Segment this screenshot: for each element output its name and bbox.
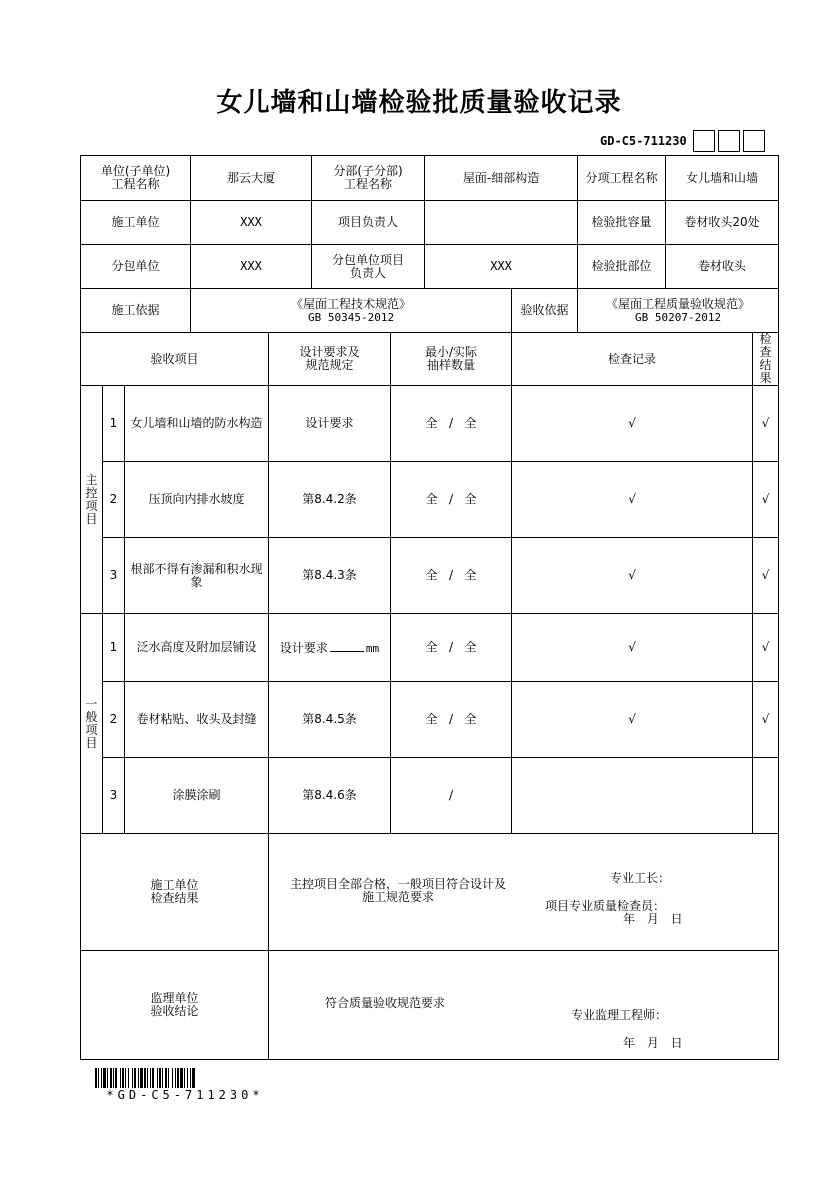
supervisor-check-body <box>269 951 778 1059</box>
general-row-1-design[interactable] <box>269 614 391 682</box>
sample-slash: / <box>449 640 454 654</box>
general-group-label <box>81 614 103 834</box>
col-header-result-text: 检查 结果 <box>759 332 772 385</box>
contractor-check-body <box>269 834 778 950</box>
main-row-2-record[interactable]: √ <box>512 462 753 538</box>
division-name-label <box>312 156 425 201</box>
inspection-form <box>80 155 779 1060</box>
general-row-2-result[interactable]: √ <box>753 682 779 758</box>
general-row-2-no: 2 <box>103 682 125 758</box>
main-row-1-sample[interactable] <box>391 386 512 462</box>
contractor-check-conclusion: 主控项目全部合格，一般项目符合设计及 施工规范要求 <box>290 877 507 904</box>
supervisor-check-label <box>81 951 269 1060</box>
general-row-1-item: 泛水高度及附加层铺设 <box>125 614 269 682</box>
page-title: 女儿墙和山墙检验批质量验收记录 <box>216 88 622 118</box>
general-row-1-sample[interactable] <box>391 614 512 682</box>
sample-actual: 全 <box>464 712 477 726</box>
supervisor-conclusion: 符合质量验收规范要求 <box>325 996 446 1010</box>
supervising-engineer-label: 专业监理工程师： <box>571 1008 668 1022</box>
division-name-label-text: 分部(子分部) 工程名称 <box>333 164 403 191</box>
unit-name-label <box>81 156 191 201</box>
sample-min: 全 <box>425 568 438 582</box>
construction-basis-code: GB 50345-2012 <box>307 310 395 324</box>
batch-part-value[interactable]: 卷材收头 <box>666 245 779 289</box>
main-row-2-result[interactable]: √ <box>753 462 779 538</box>
main-row-2-design: 第8.4.2条 <box>269 462 391 538</box>
document-code <box>600 130 765 152</box>
design-prefix: 设计要求 <box>279 641 328 655</box>
general-row-3-result[interactable] <box>753 758 779 834</box>
design-unit: mm <box>365 642 380 655</box>
code-box-1[interactable] <box>693 130 715 152</box>
foreman-label: 专业工长： <box>610 871 671 885</box>
document-code-text: GD-C5-711230 <box>600 134 687 148</box>
contractor-value[interactable]: XXX <box>191 201 312 245</box>
general-row-2-design: 第8.4.5条 <box>269 682 391 758</box>
col-header-item: 验收项目 <box>81 333 269 386</box>
project-manager-label: 项目负责人 <box>312 201 425 245</box>
sample-actual: 全 <box>464 640 477 654</box>
main-row-3-item: 根部不得有渗漏和积水现象 <box>125 538 269 614</box>
general-row-2-sample[interactable] <box>391 682 512 758</box>
contractor-label: 施工单位 <box>81 201 191 245</box>
subcontractor-label: 分包单位 <box>81 245 191 289</box>
unit-name-value[interactable]: 那云大厦 <box>191 156 312 201</box>
batch-capacity-label: 检验批容量 <box>578 201 666 245</box>
batch-capacity-value[interactable]: 卷材收头20处 <box>666 201 779 245</box>
sample-min: 全 <box>425 640 438 654</box>
main-row-1-no: 1 <box>103 386 125 462</box>
main-row-3-design: 第8.4.3条 <box>269 538 391 614</box>
sample-min: 全 <box>425 712 438 726</box>
sub-pm-label <box>312 245 425 289</box>
general-row-3-design: 第8.4.6条 <box>269 758 391 834</box>
acceptance-basis-name: 《屋面工程质量验收规范》 <box>606 296 751 311</box>
sample-slash: / <box>449 712 454 726</box>
main-row-3-record[interactable]: √ <box>512 538 753 614</box>
contractor-check-cell[interactable] <box>269 834 779 951</box>
main-row-3-no: 3 <box>103 538 125 614</box>
design-blank[interactable] <box>330 640 364 652</box>
sample-actual: 全 <box>464 568 477 582</box>
main-row-1-result[interactable]: √ <box>753 386 779 462</box>
contractor-date: 年 月 日 <box>623 912 683 926</box>
main-row-1-item: 女儿墙和山墙的防水构造 <box>125 386 269 462</box>
general-row-3-no: 3 <box>103 758 125 834</box>
barcode-text: *GD-C5-711230* <box>106 1088 264 1102</box>
unit-name-label-text: 单位(子单位) 工程名称 <box>100 164 171 191</box>
barcode <box>95 1068 275 1088</box>
sample-slash: / <box>449 416 454 430</box>
main-group-label <box>81 386 103 614</box>
sample-min: 全 <box>425 416 438 430</box>
main-row-2-item: 压顶向内排水坡度 <box>125 462 269 538</box>
inspector-label: 项目专业质量检查员： <box>545 899 666 913</box>
general-row-1-result[interactable]: √ <box>753 614 779 682</box>
main-row-1-record[interactable]: √ <box>512 386 753 462</box>
sub-pm-value[interactable]: XXX <box>425 245 578 289</box>
main-row-1-design: 设计要求 <box>269 386 391 462</box>
main-row-2-no: 2 <box>103 462 125 538</box>
general-group-label-text: 一般项目 <box>85 696 98 750</box>
general-row-1-no: 1 <box>103 614 125 682</box>
col-header-design <box>269 333 391 386</box>
general-row-2-item: 卷材粘贴、收头及封缝 <box>125 682 269 758</box>
sub-pm-label-text: 分包单位项目 负责人 <box>332 252 405 280</box>
subitem-name-value[interactable]: 女儿墙和山墙 <box>666 156 779 201</box>
col-header-sample <box>391 333 512 386</box>
division-name-value[interactable]: 屋面-细部构造 <box>425 156 578 201</box>
project-manager-value[interactable] <box>425 201 578 245</box>
construction-basis-value[interactable] <box>191 289 512 333</box>
sample-actual: 全 <box>464 416 477 430</box>
col-header-design-text: 设计要求及 规范规定 <box>299 345 360 372</box>
supervisor-check-label-text: 监理单位 验收结论 <box>150 991 199 1018</box>
acceptance-basis-code: GB 50207-2012 <box>634 310 722 324</box>
main-row-3-result[interactable]: √ <box>753 538 779 614</box>
construction-basis-name: 《屋面工程技术规范》 <box>291 296 412 311</box>
main-row-2-sample[interactable] <box>391 462 512 538</box>
subcontractor-value[interactable]: XXX <box>191 245 312 289</box>
code-box-3[interactable] <box>743 130 765 152</box>
code-box-2[interactable] <box>718 130 740 152</box>
col-header-result <box>753 333 779 386</box>
supervisor-check-cell[interactable] <box>269 951 779 1060</box>
acceptance-basis-value[interactable] <box>578 289 779 333</box>
general-row-3-record[interactable] <box>512 758 753 834</box>
sample-actual: 全 <box>464 492 477 506</box>
col-header-sample-text: 最小/实际 抽样数量 <box>425 345 478 372</box>
acceptance-basis-label: 验收依据 <box>512 289 578 333</box>
general-row-3-item: 涂膜涂刷 <box>125 758 269 834</box>
main-group-label-text: 主控项目 <box>85 472 98 526</box>
batch-part-label: 检验批部位 <box>578 245 666 289</box>
general-row-2-record[interactable]: √ <box>512 682 753 758</box>
subitem-name-label: 分项工程名称 <box>578 156 666 201</box>
contractor-check-label-text: 施工单位 检查结果 <box>150 878 199 905</box>
sample-slash: / <box>449 568 454 582</box>
sample-min: 全 <box>425 492 438 506</box>
general-row-1-record[interactable]: √ <box>512 614 753 682</box>
col-header-record: 检查记录 <box>512 333 753 386</box>
main-row-3-sample[interactable] <box>391 538 512 614</box>
construction-basis-label: 施工依据 <box>81 289 191 333</box>
sample-slash: / <box>449 492 454 506</box>
general-row-3-sample[interactable]: / <box>391 758 512 834</box>
supervisor-date: 年 月 日 <box>623 1036 683 1050</box>
contractor-check-label <box>81 834 269 951</box>
